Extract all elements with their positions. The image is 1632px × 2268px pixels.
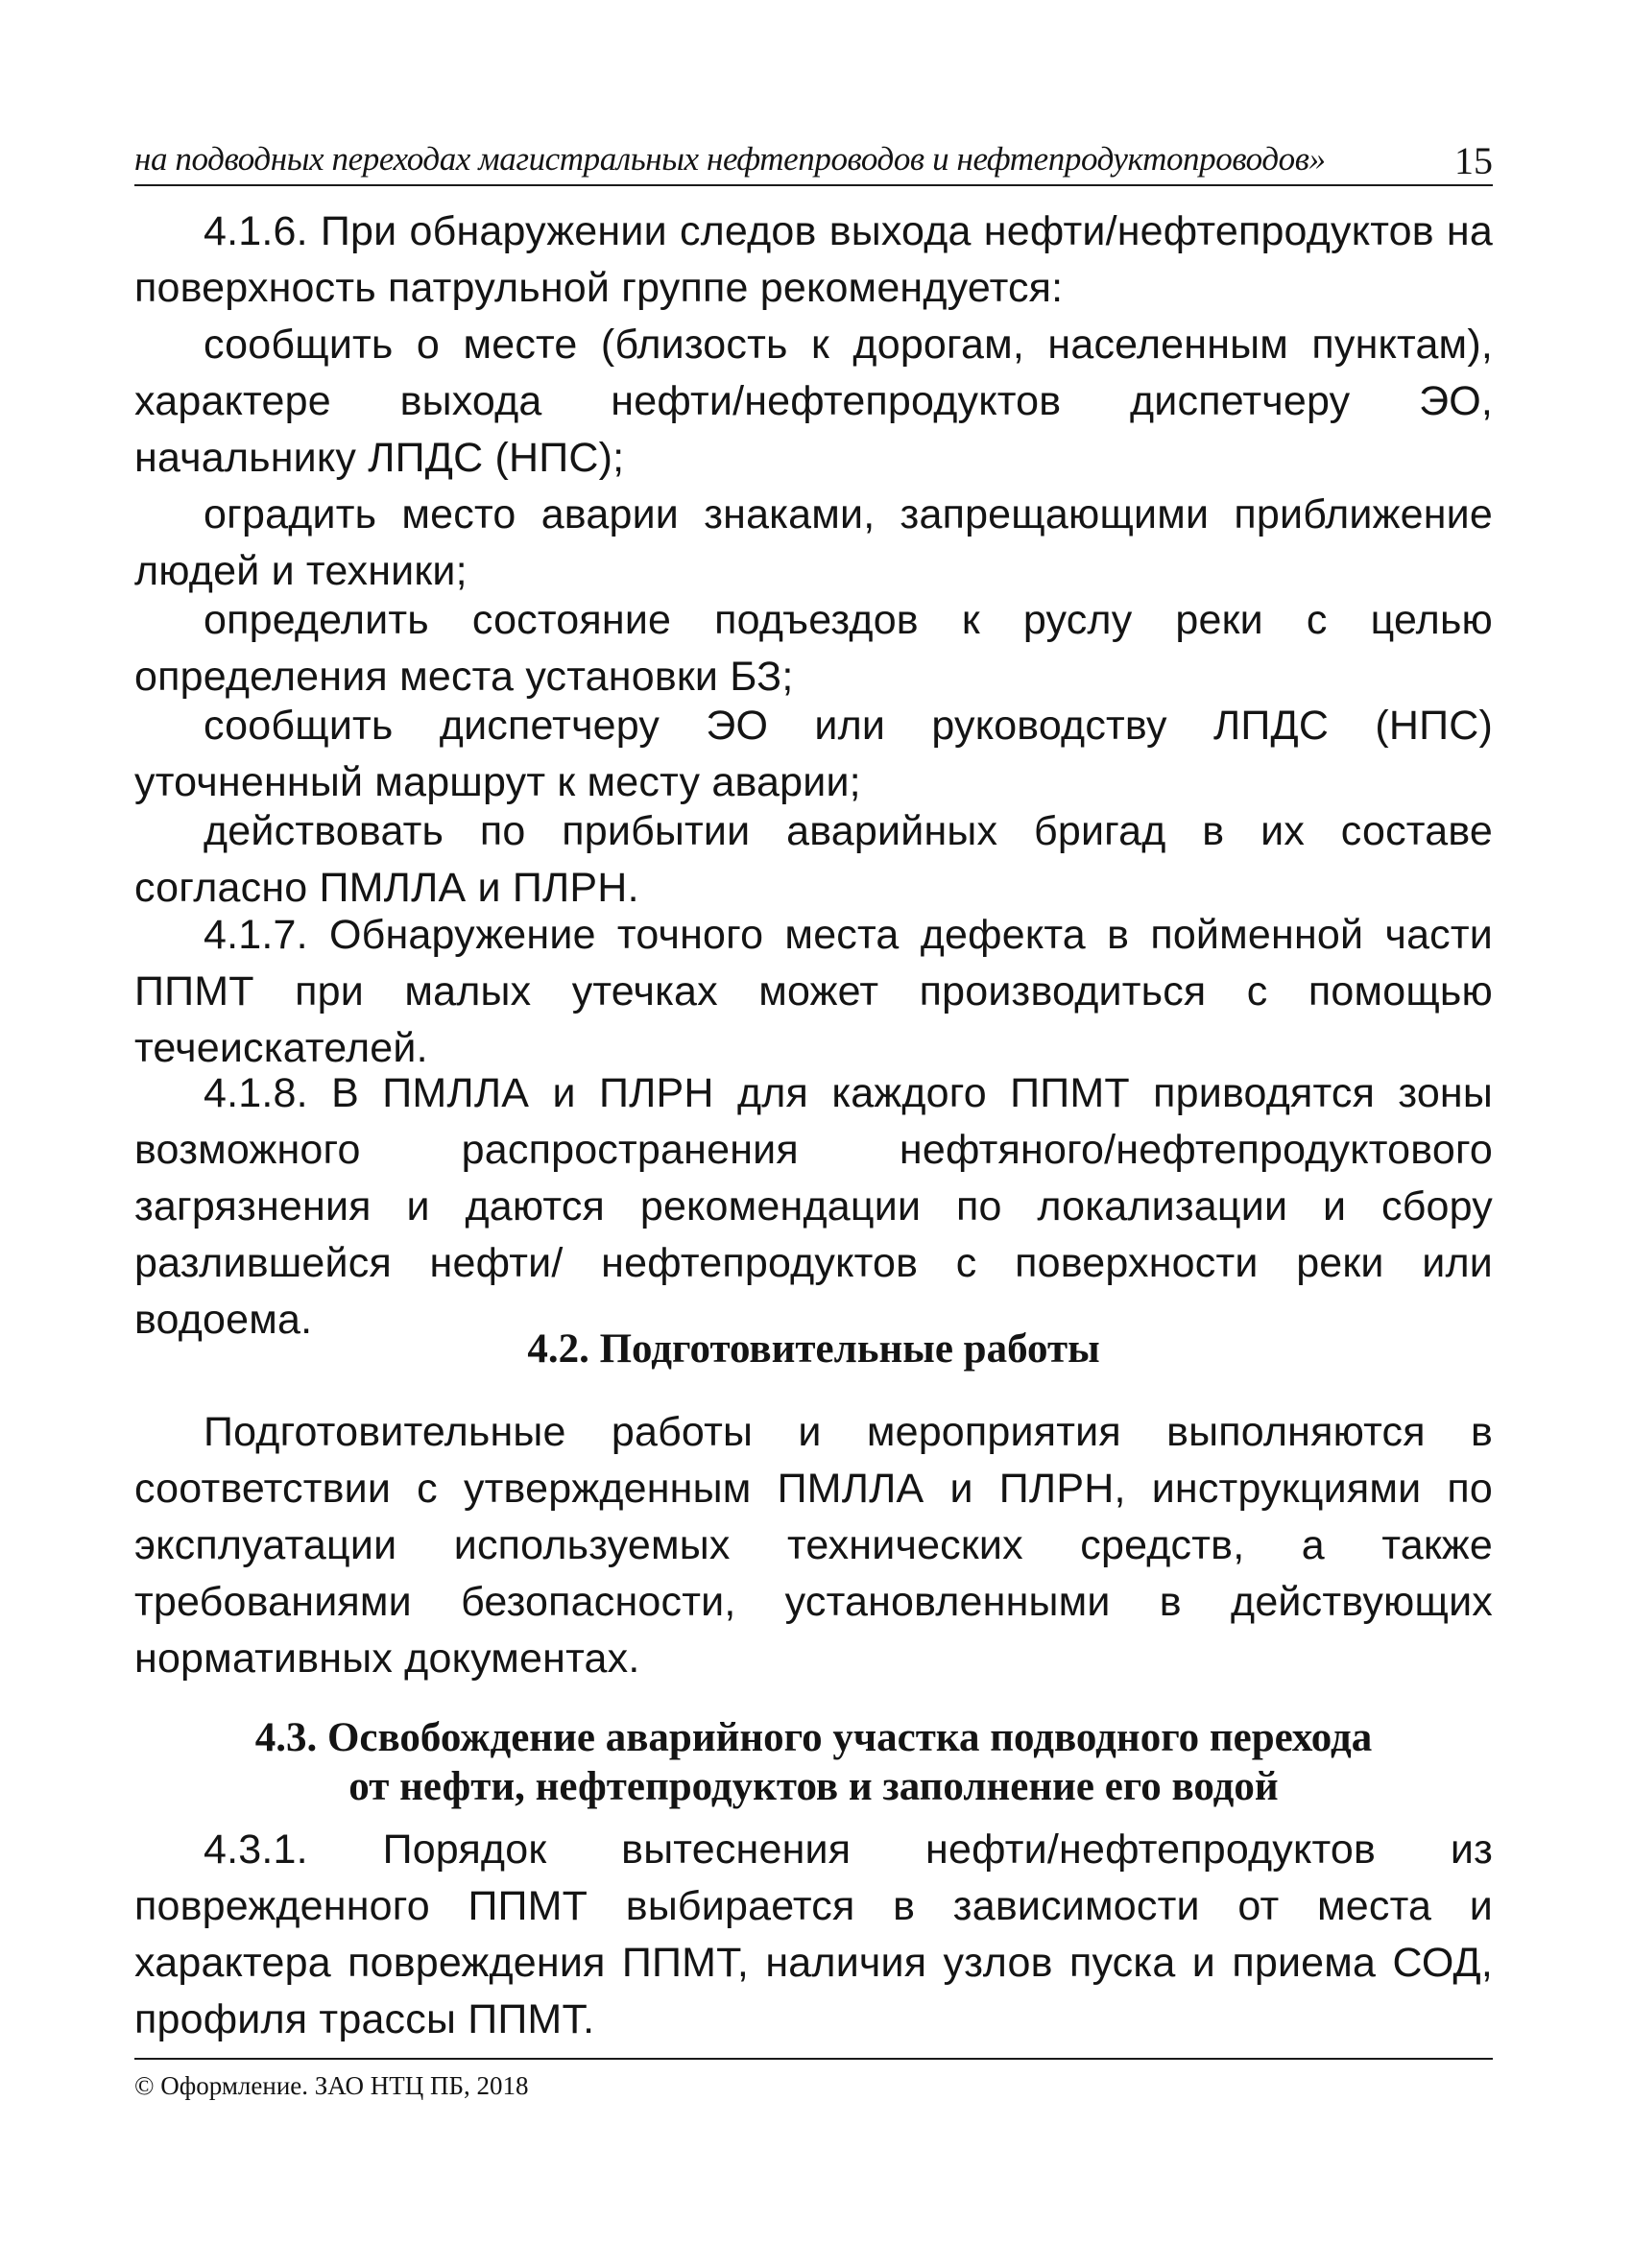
paragraph-4-3-1: 4.3.1. Порядок вытеснения нефти/нефтепродуктов из поврежденного ППМТ выбирается в зависимости от места и характера повреждения ППМТ, наличия узлов пуска и приема СОД, профиля трассы ППМТ. bbox=[134, 1826, 1493, 2042]
running-header bbox=[134, 134, 1493, 186]
list-item: действовать по прибытии аварийных бригад в их составе согласно ПМЛЛА и ПЛРН. bbox=[134, 808, 1493, 911]
section-heading-4-3-line-1: 4.3. Освобождение аварийного участка подводного перехода bbox=[254, 1715, 1373, 1760]
list-item: сообщить о месте (близость к дорогам, населенным пунктам), характере выхода нефти/нефтепродуктов диспетчеру ЭО, начальнику ЛПДС (НПС); bbox=[134, 322, 1493, 481]
section-heading-4-3 bbox=[134, 1713, 1493, 1811]
paragraph-preparatory-works: Подготовительные работы и мероприятия выполняются в соответствии с утвержденным ПМЛЛА и ПЛРН, инструкциями по эксплуатации используемых технических средств, а также требованиями безопасности, установленными в действующих нормативных документах. bbox=[134, 1409, 1493, 1682]
list-item: сообщить диспетчеру ЭО или руководству ЛПДС (НПС) уточненный маршрут к месту аварии; bbox=[134, 703, 1493, 805]
list-item: оградить место аварии знаками, запрещающими приближение людей и техники; bbox=[134, 491, 1493, 594]
section-heading-4-3-line-2: от нефти, нефтепродуктов и заполнение его водой bbox=[348, 1764, 1279, 1809]
paragraph-4-1-7: 4.1.7. Обнаружение точного места дефекта в пойменной части ППМТ при малых утечках может производиться с помощью течеискателей. bbox=[134, 912, 1493, 1071]
list-item: определить состояние подъездов к руслу реки с целью определения места установки БЗ; bbox=[134, 597, 1493, 700]
running-header-title: на подводных переходах магистральных нефтепроводов и нефтепродуктопроводов» bbox=[134, 140, 1326, 178]
section-heading-4-2: 4.2. Подготовительные работы bbox=[527, 1326, 1100, 1372]
page-number: 15 bbox=[1454, 139, 1493, 182]
footer-divider bbox=[134, 2058, 1493, 2060]
paragraph-4-1-8: 4.1.8. В ПМЛЛА и ПЛРН для каждого ППМТ приводятся зоны возможного распространения нефтяного/нефтепродуктового загрязнения и даются рекомендации по локализации и сбору разлившейся нефти/ нефтепродуктов с поверхности реки или водоема. bbox=[134, 1070, 1493, 1343]
footer-copyright: © Оформление. ЗАО НТЦ ПБ, 2018 bbox=[134, 2071, 529, 2100]
paragraph-4-1-6: 4.1.6. При обнаружении следов выхода нефти/нефтепродуктов на поверхность патрульной группе рекомендуется: bbox=[134, 208, 1493, 311]
